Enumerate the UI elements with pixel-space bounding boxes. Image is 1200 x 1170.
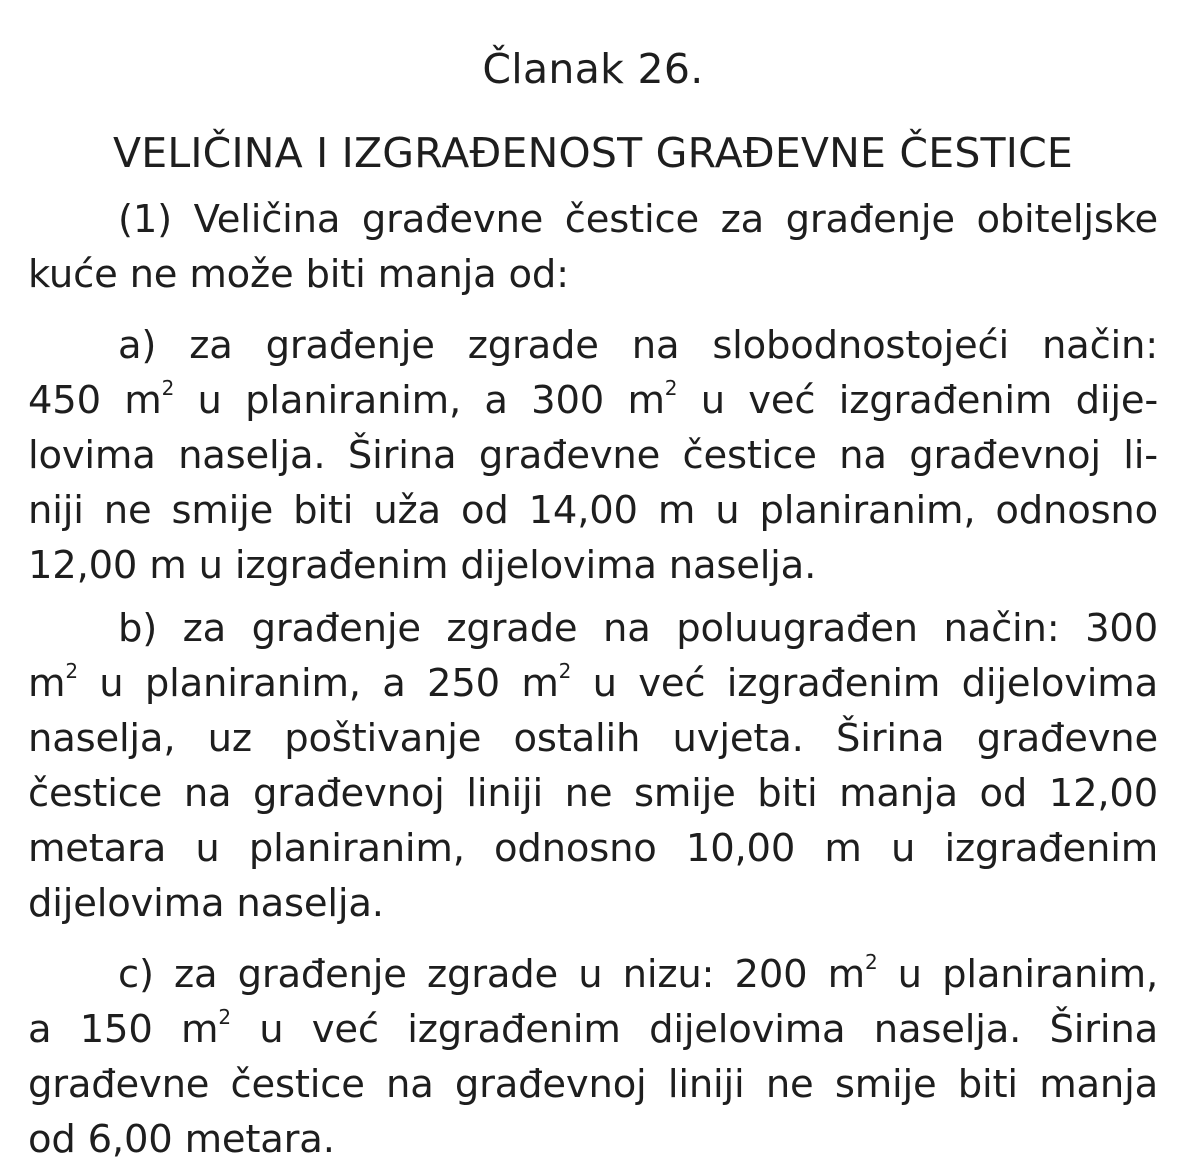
text-line: dijelovima naselja. [28, 881, 384, 926]
superscript: 2 [218, 1005, 231, 1029]
paragraph-a [28, 318, 1158, 593]
text-line: a) za građenje zgrade na slobodnostojeći način: [118, 323, 1158, 368]
text-line: 450 $m^2$ u planiranim, a 300 $m^2$ u već izgrađenim dije- [28, 376, 1159, 423]
text-line: kuće ne može biti manja od: [28, 252, 569, 297]
superscript: 2 [65, 659, 78, 683]
text-line: 12,00 m u izgrađenim dijelovima naselja. [28, 543, 817, 588]
superscript: 2 [161, 376, 175, 400]
text-line: $m^2$ u planiranim, a 250 $m^2$ u već izgrađenim dijelovima [28, 659, 1159, 706]
article-title: VELIČINA I IZGRAĐENOST GRAĐEVNE ČESTICE [112, 129, 1074, 177]
text-line: a 150 $m^2$ u već izgrađenim dijelovima naselja. Širina [28, 1005, 1158, 1052]
paragraph-1 [28, 192, 1158, 302]
text-line: čestice na građevnoj liniji ne smije biti manja od 12,00 [28, 771, 1158, 816]
text-line: od 6,00 metara. [28, 1117, 335, 1162]
text-line: naselja, uz poštivanje ostalih uvjeta. Širina građevne [28, 716, 1158, 761]
text-line: građevne čestice na građevnoj liniji ne smije biti manja [28, 1062, 1158, 1107]
paragraph-c [28, 947, 1158, 1167]
text-line: (1) Veličina građevne čestice za građenje obiteljske [118, 197, 1158, 242]
text-line: c) za građenje zgrade u nizu: 200 $m^2$ u planiranim, [118, 950, 1158, 997]
text-line: lovima naselja. Širina građevne čestice na građevnoj li- [28, 433, 1158, 478]
superscript: 2 [664, 376, 678, 400]
superscript: 2 [558, 659, 572, 683]
superscript: 2 [864, 950, 878, 974]
paragraph-b [28, 601, 1158, 931]
text-line: niji ne smije biti uža od 14,00 m u planiranim, odnosno [28, 488, 1158, 533]
text-line: metara u planiranim, odnosno 10,00 m u izgrađenim [28, 826, 1158, 871]
text-line: b) za građenje zgrade na poluugrađen način: 300 [118, 606, 1158, 651]
article-number: Članak 26. [482, 45, 704, 93]
